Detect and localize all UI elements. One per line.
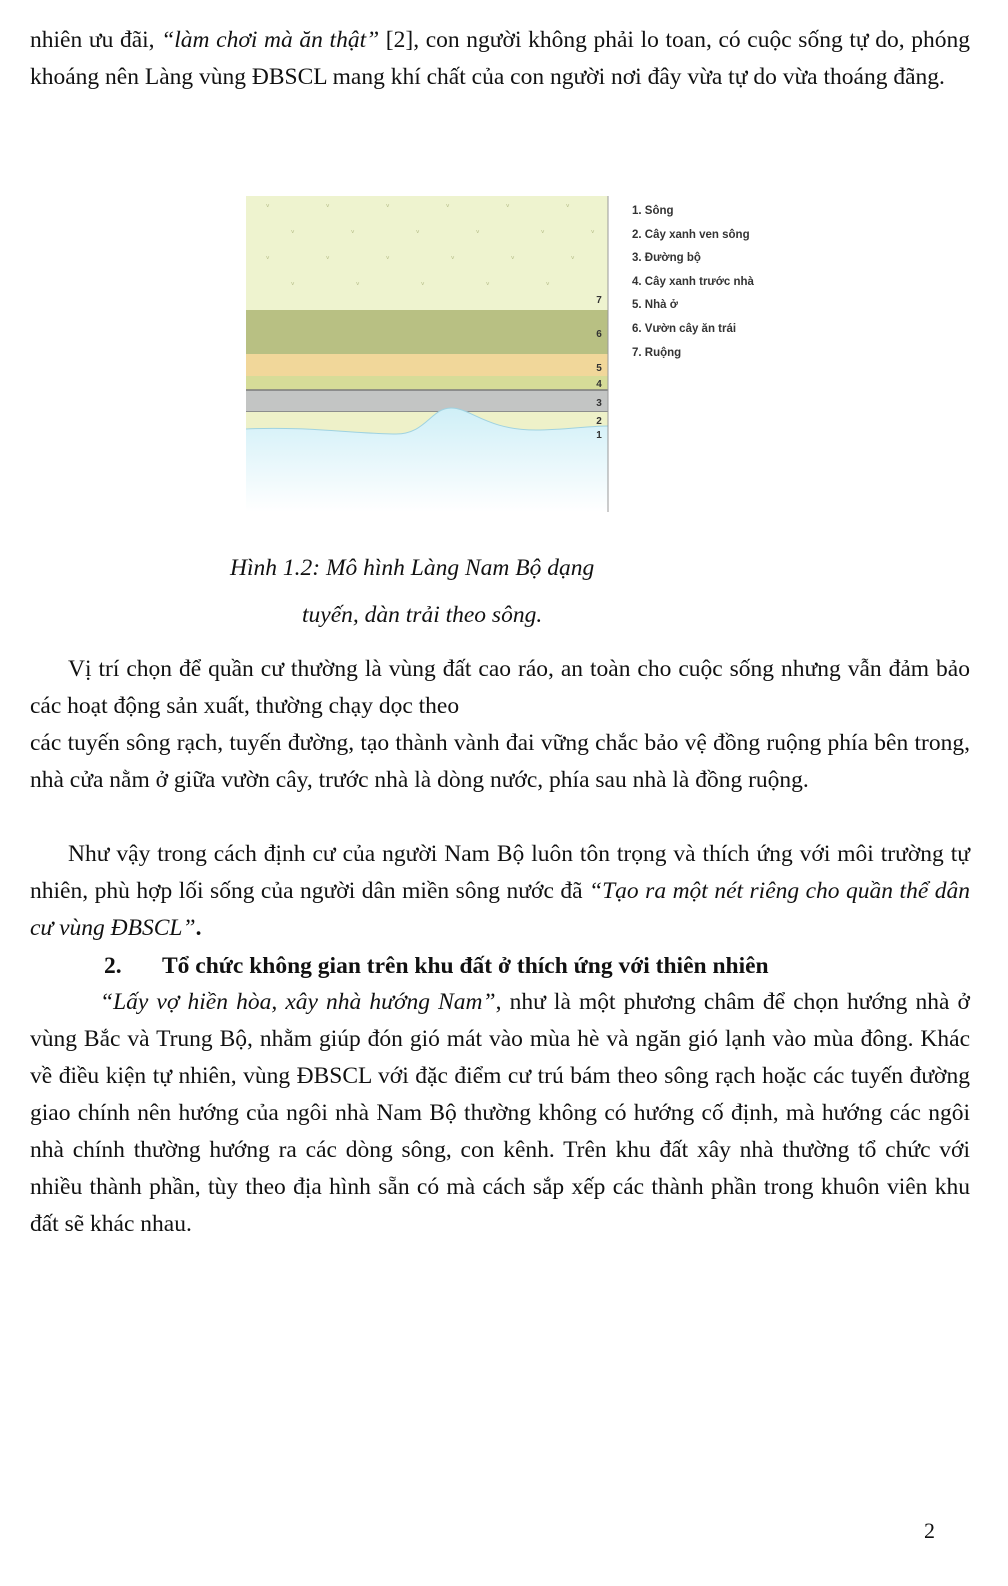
svg-text:ᵛ: ᵛ [451,255,455,265]
legend-item: 5. Nhà ở [632,299,678,312]
figure-caption-line-2: tuyến, dàn trải theo sông. [302,602,543,628]
svg-text:ᵛ: ᵛ [446,203,450,213]
field-layer [246,196,608,310]
orchard-layer [246,310,608,354]
svg-text:ᵛ: ᵛ [546,281,550,291]
section-number: 2. [104,953,122,979]
svg-text:ᵛ: ᵛ [291,229,295,239]
quote-text: “làm chơi mà ăn thật” [161,27,380,53]
quote-text: “Tạo ra một nét riêng cho quần thể dân cư vùng ĐBSCL” [30,878,970,941]
svg-text:ᵛ: ᵛ [511,255,515,265]
section-title: Tổ chức không gian trên khu đất ở thích ứng với thiên nhiên [162,953,769,979]
legend-item: 4. Cây xanh trước nhà [632,275,754,288]
legend-item: 3. Đường bộ [632,252,701,265]
legend-item: 6. Vườn cây ăn trái [632,322,737,335]
svg-text:ᵛ: ᵛ [386,203,390,213]
svg-text:ᵛ: ᵛ [566,203,570,213]
paragraph-settlement [30,836,970,947]
layer-number-2: 2 [596,416,602,427]
svg-text:ᵛ: ᵛ [351,229,355,239]
paragraph-text: [2], con người không phải lo toan, có cuộc sống tự do, phóng khoáng nên Làng vùng ĐBSCL mang khí chất của con người nơi đây vừa tự do vừa thoáng đãng. [30,27,970,90]
legend-item: 1. Sông [632,205,674,217]
svg-text:ᵛ: ᵛ [541,229,545,239]
paragraph-orientation [30,984,970,1243]
legend-item: 2. Cây xanh ven sông [632,228,750,241]
svg-text:ᵛ: ᵛ [416,229,420,239]
paragraph-text: , như là một phương châm để chọn hướng nhà ở vùng Bắc và Trung Bộ, nhằm giúp đón gió mát vào mùa hè và ngăn gió lạnh vào mùa đông. Khác về điều kiện tự nhiên, vùng ĐBSCL với đặc điểm cư trú bám theo sông rạch hoặc các tuyến đường giao chính nên hướng của ngôi nhà Nam Bộ thường không có hướng cố định, mà hướng các ngôi nhà chính thường hướng ra các dòng sông, con kênh. Trên khu đất xây nhà thường tổ chức với nhiều thành phần, tùy theo địa hình sẵn có mà cách sắp xếp các thành phần trong khuôn viên khu đất sẽ khác nhau. [30,989,970,1237]
layer-number-5: 5 [596,363,602,374]
layer-number-4: 4 [596,379,602,390]
page-number: 2 [924,1518,935,1543]
paragraph-location-line-1: Vị trí chọn để quần cư thường là vùng đất cao ráo, an toàn cho cuộc sống nhưng vẫn đảm bảo các hoạt động sản xuất, thường chạy dọc theo [30,656,970,719]
svg-text:ᵛ: ᵛ [326,203,330,213]
svg-text:ᵛ: ᵛ [571,255,575,265]
layer-number-7: 7 [596,295,602,306]
layer-number-3: 3 [596,398,602,409]
figure-caption-line-1: Hình 1.2: Mô hình Làng Nam Bộ dạng [230,555,595,581]
svg-text:ᵛ: ᵛ [326,255,330,265]
legend-item: 7. Ruộng [632,346,682,359]
svg-text:ᵛ: ᵛ [291,281,295,291]
svg-text:ᵛ: ᵛ [591,229,595,239]
svg-text:ᵛ: ᵛ [506,203,510,213]
quote-text: “Lấy vợ hiền hòa, xây nhà hướng Nam” [100,989,496,1015]
section-heading [104,948,769,985]
paragraph-text: nhiên ưu đãi, [30,27,162,53]
svg-text:ᵛ: ᵛ [421,281,425,291]
house-layer [246,354,608,376]
layer-number-1: 1 [596,430,602,441]
svg-text:ᵛ: ᵛ [476,229,480,239]
svg-text:ᵛ: ᵛ [486,281,490,291]
paragraph-text: Như vậy trong cách định cư của người Nam Bộ luôn tôn trọng và thích ứng với môi trường tự nhiên, phù hợp lối sống của người dân miền sông nước đã [30,841,970,904]
road-layer [246,390,608,412]
paragraph-intro [30,22,970,96]
front-trees-layer [246,376,608,390]
layer-number-6: 6 [596,329,602,340]
paragraph-location-line-2: các tuyến sông rạch, tuyến đường, tạo thành vành đai vững chắc bảo vệ đồng ruộng phía bên trong, nhà cửa nằm ở giữa vườn cây, trước nhà là dòng nước, phía sau nhà là đồng ruộng. [30,730,970,793]
figure-legend [632,200,754,365]
svg-text:ᵛ: ᵛ [356,281,360,291]
paragraph-end: . [195,915,202,941]
svg-text:ᵛ: ᵛ [386,255,390,265]
svg-text:ᵛ: ᵛ [266,203,270,213]
svg-text:ᵛ: ᵛ [266,255,270,265]
